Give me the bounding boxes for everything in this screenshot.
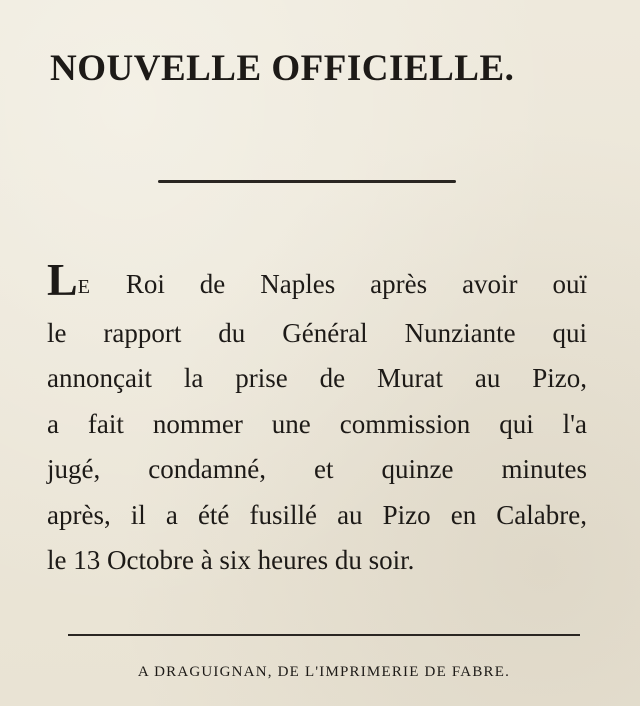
small-caps-letter: E [77,276,91,298]
notice-title: NOUVELLE OFFICIELLE. [50,48,515,89]
drop-cap-letter: L [47,254,78,305]
printer-imprint: A DRAGUIGNAN, DE L'IMPRIMERIE DE FABRE. [137,664,511,680]
footer-divider [68,634,580,636]
body-line: a fait nommer une commission qui l'a [47,408,587,439]
body-line: jugé, condamné, et quinze minutes [47,454,587,484]
body-line [47,254,587,311]
body-line: annonçait la prise de Murat au Pizo, [47,363,587,393]
body-line: le 13 Octobre à six heures du soir. [47,545,415,575]
body-line-text: Roi de Naples après avoir ouï [90,269,587,299]
body-line: après, il a été fusillé au Pizo en Calabre, [47,499,587,530]
notice-body [47,254,587,584]
body-line: le rapport du Général Nunziante qui [47,317,587,348]
title-divider [158,180,456,183]
